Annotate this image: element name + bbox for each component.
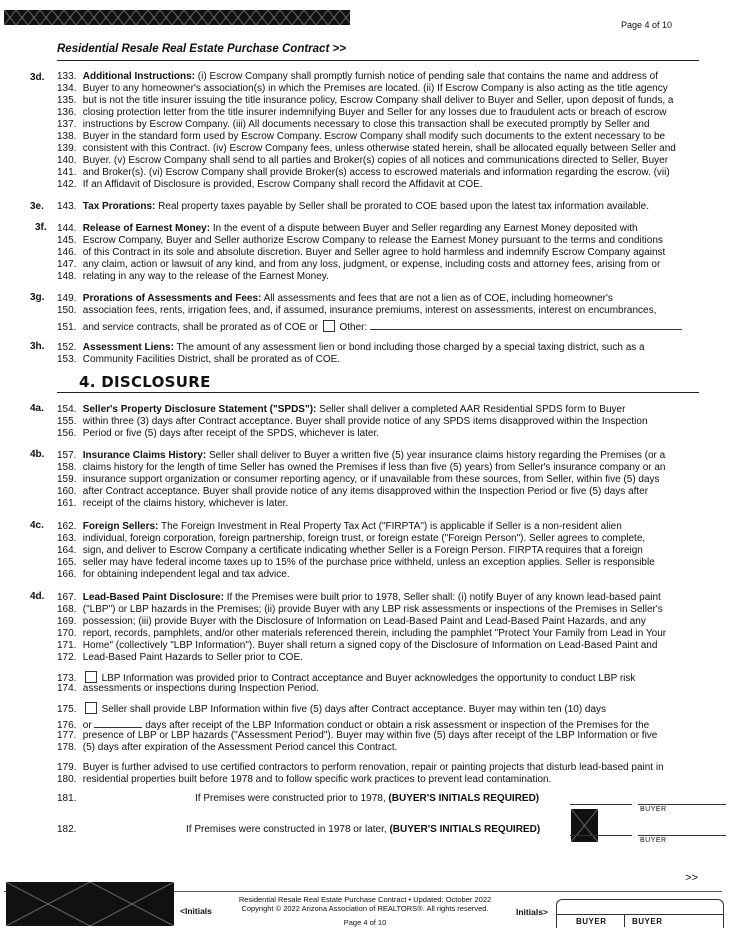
line-164: 164. sign, and deliver to Escrow Company a certificate indicating whether Seller is a Foreign Person. FIRPTA requires that a foreign (57, 545, 643, 556)
page-number-top: Page 4 of 10 (620, 20, 672, 30)
lbp-provided-checkbox[interactable] (85, 671, 97, 683)
line-139: 139. consistent with this Contract. (iv) Escrow Company fees, unless otherwise stated herein, shall be allocated equally between Seller and (57, 143, 676, 154)
line-178: 178. (5) days after expiration of the Assessment Period cancel this Contract. (57, 742, 398, 753)
line-141: 141. and Broker(s). (vi) Escrow Company shall provide Broker(s) access to escrowed materials and information regarding the escrow. (vii) (57, 167, 670, 178)
line-156: 156. Period or five (5) days after receipt of the SPDS, whichever is later. (57, 428, 380, 439)
buyer-caption: BUYER (640, 837, 667, 844)
line-133: 133. Additional Instructions: (i) Escrow Company shall promptly furnish notice of pending sale that contains the name and address of (57, 71, 659, 82)
buyer-caption: BUYER (640, 806, 667, 813)
other-field[interactable] (370, 320, 682, 330)
line-160: 160. after Contract acceptance. Buyer shall provide notice of any items disapproved within the Inspection Period or five (5) days after (57, 486, 649, 497)
line-136: 136. closing protection letter from the title insurer indemnifying Buyer and Seller for any losses due to fraudulent acts or breach of escrow (57, 107, 667, 118)
buyer-initials-line-1[interactable] (570, 804, 632, 805)
line-166: 166. for obtaining independent legal and tax advice. (57, 569, 290, 580)
line-181-text: If Premises were constructed prior to 1978, (BUYER'S INITIALS REQUIRED) (195, 793, 540, 804)
line-161: 161. receipt of the claims history, whichever is later. (57, 498, 289, 509)
line-140: 140. Buyer. (v) Escrow Company shall send to all parties and Broker(s) copies of all notices and communications directed to Seller, Buyer (57, 155, 669, 166)
line-175: 175. Seller shall provide LBP Information within five (5) days after Contract acceptance. Buyer may within ten (10) days (57, 704, 607, 715)
section-id: 3h. (30, 341, 45, 352)
redacted-footer-block (6, 882, 174, 926)
line-182-number: 182. (57, 824, 77, 835)
section-heading-disclosure: 4. DISCLOSURE (79, 373, 211, 391)
buyer-box-divider (624, 914, 625, 927)
line-165: 165. seller may have federal income taxes up to 15% of the purchase price withheld, unless an exception applies. Seller is responsible (57, 557, 655, 568)
line-146: 146. of this Contract in its sole and absolute discretion. Buyer and Seller agree to hold harmless and indemnify Escrow Company against (57, 247, 666, 258)
header-rule (57, 60, 699, 61)
section-id: 4c. (30, 520, 44, 531)
line-181-number: 181. (57, 793, 77, 804)
line-151: 151. and service contracts, shall be prorated as of COE or Other: (57, 320, 701, 334)
line-134: 134. Buyer to any homeowner's association(s) in which the Premises are located. (ii) If Escrow Company is also acting as the title agency (57, 83, 668, 94)
line-162: 162. Foreign Sellers: The Foreign Investment in Real Property Tax Act ("FIRPTA") is applicable if Seller is a non-resident alien (57, 521, 622, 532)
line-157: 157. Insurance Claims History: Seller shall deliver to Buyer a written five (5) year insurance claims history regarding the Premises (or a (57, 450, 666, 461)
footer-line-1: Residential Resale Real Estate Purchase Contract • Updated: October 2022 (238, 895, 492, 904)
section-id: 4d. (30, 591, 45, 602)
line-148: 148. relating in any way to the release of the Earnest Money. (57, 271, 329, 282)
line-153: 153. Community Facilities District, shall be prorated as of COE. (57, 354, 341, 365)
line-177: 177. presence of LBP or LBP hazards ("Assessment Period"). Buyer may within five (5) days after receipt of the LBP Information or five (57, 730, 658, 741)
line-179: 179. Buyer is further advised to use certified contractors to perform renovation, repair or painting projects that disturb lead-based paint in (57, 762, 664, 773)
initials-right-label: Initials> (516, 907, 548, 917)
section-id: 3g. (30, 292, 45, 303)
line-169: 169. possession; (iii) provide Buyer with the Disclosure of Information on Lead-Based Paint and Lead-Based Paint Hazards, and any (57, 616, 646, 627)
line-155: 155. within three (3) days after Contract acceptance. Buyer shall provide notice of any SPDS items disapproved within the Inspection (57, 416, 648, 427)
line-142: 142. If an Affidavit of Disclosure is provided, Escrow Company shall record the Affidavit at COE. (57, 179, 483, 190)
line-135: 135. but is not the title insurer issuing the title insurance policy, Escrow Company shall deliver to Buyer and Seller, upon deposit of funds, a (57, 95, 674, 106)
footer-line-2: Copyright © 2022 Arizona Association of REALTORS®. All rights reserved. (241, 904, 489, 913)
section-id: 4b. (30, 449, 45, 460)
initials-left-label: <Initials (180, 906, 212, 916)
line-137: 137. instructions by Escrow Company. (iii) All documents necessary to close this transaction shall be executed promptly by Seller and (57, 119, 650, 130)
footer-page: Page 4 of 10 (343, 918, 387, 927)
line-163: 163. individual, foreign corporation, foreign partnership, foreign trust, or foreign estate ("Foreign Person"). Seller agrees to complete, (57, 533, 646, 544)
line-152: 152. Assessment Liens: The amount of any assessment lien or bond including those charged by a special taxing district, such as a (57, 342, 645, 353)
line-149: 149. Prorations of Assessments and Fees: All assessments and fees that are not a lien as of COE, including homeowner's (57, 293, 613, 304)
line-168: 168. ("LBP") or LBP hazards in the Premises; (ii) provide Buyer with any LBP risk assessments or inspections of the Premises in Seller's (57, 604, 663, 615)
days-field[interactable] (94, 718, 142, 728)
other-checkbox[interactable] (323, 320, 335, 332)
buyer-initials-line-2[interactable] (638, 804, 726, 805)
redacted-initials (571, 809, 598, 842)
line-167: 167. Lead-Based Paint Disclosure: If the Premises were built prior to 1978, Seller shall: (i) notify Buyer of any known lead-based paint (57, 592, 661, 603)
section-id: 3f. (35, 222, 47, 233)
line-176: 176. or days after receipt of the LBP Information conduct or obtain a risk assessment or inspection of the Premises for the (57, 720, 650, 731)
line-138: 138. Buyer in the standard form used by Escrow Company. Escrow Company shall modify such documents to the extent necessary to be (57, 131, 666, 142)
next-page-arrow: >> (685, 872, 698, 884)
line-173: 173. LBP Information was provided prior to Contract acceptance and Buyer acknowledges the opportunity to conduct LBP risk (57, 673, 636, 684)
redacted-header-block (4, 10, 350, 25)
line-174: 174. assessments or inspections during Inspection Period. (57, 683, 320, 694)
line-147: 147. any claim, action or lawsuit of any kind, and from any loss, judgment, or expense, including costs and attorney fees, arising from or (57, 259, 661, 270)
section-id: 4a. (30, 403, 44, 414)
line-145: 145. Escrow Company, Buyer and Seller authorize Escrow Company to release the Earnest Money pursuant to the terms and conditions (57, 235, 663, 246)
line-182-text: If Premises were constructed in 1978 or later, (BUYER'S INITIALS REQUIRED) (186, 824, 541, 835)
line-172: 172. Lead-Based Paint Hazards to Seller prior to COE. (57, 652, 303, 663)
buyer-label-1: BUYER (576, 917, 607, 926)
line-159: 159. insurance support organization or consumer reporting agency, or if unavailable from these sources, from Seller, within five (5) days (57, 474, 660, 485)
line-171: 171. Home" (collectively "LBP Information"). Buyer shall return a signed copy of the Disclosure of Information on Lead-Based Paint and (57, 640, 658, 651)
line-180: 180. residential properties built before 1978 and to follow specific work practices to prevent lead contamination. (57, 774, 552, 785)
buyer-label-2: BUYER (632, 917, 663, 926)
line-170: 170. report, records, pamphlets, and/or other materials referenced therein, including the pamphlet "Protect Your Family from Lead in Your (57, 628, 667, 639)
lbp-seller-provide-checkbox[interactable] (85, 702, 97, 714)
line-143: 143. Tax Prorations: Real property taxes payable by Seller shall be prorated to COE based upon the latest tax information available. (57, 201, 650, 212)
section-id: 3e. (30, 201, 44, 212)
heading-rule (57, 392, 699, 393)
buyer-initials-line-3[interactable] (570, 835, 632, 836)
line-158: 158. claims history for the length of time Seller has owned the Premises if less than five (5) years) from Seller's insurance company or an (57, 462, 666, 473)
document-title: Residential Resale Real Estate Purchase Contract >> (57, 43, 346, 55)
line-144: 144. Release of Earnest Money: In the event of a dispute between Buyer and Seller regarding any Earnest Money deposited with (57, 223, 638, 234)
section-id: 3d. (30, 72, 45, 83)
buyer-initials-line-4[interactable] (638, 835, 726, 836)
buyer-box-rule (556, 914, 724, 915)
line-154: 154. Seller's Property Disclosure Statement ("SPDS"): Seller shall deliver a completed AAR Residential SPDS form to Buyer (57, 404, 626, 415)
line-150: 150. association fees, rents, irrigation fees, and, if assumed, insurance premiums, interest on assessments, interest on encumbrances, (57, 305, 657, 316)
